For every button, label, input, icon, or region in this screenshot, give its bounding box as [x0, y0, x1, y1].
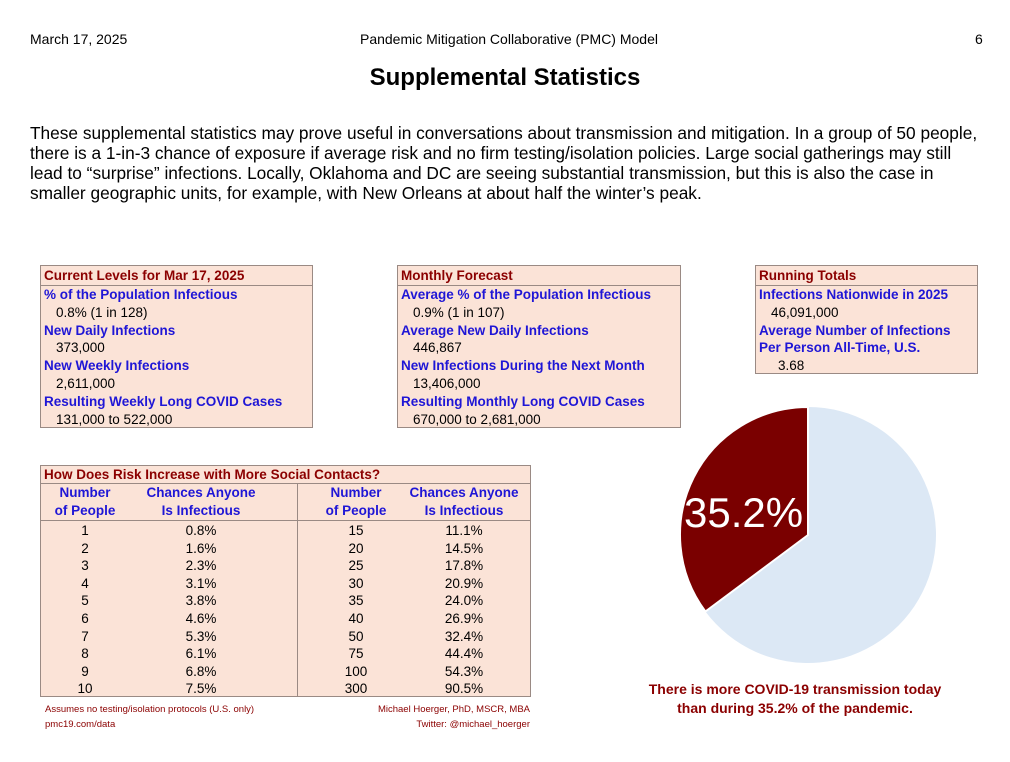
current-levels-box: [40, 265, 313, 428]
risk-table: [40, 465, 531, 697]
running-average-label-2: Per Person All-Time, U.S.: [759, 340, 921, 356]
risk-right-people: 25: [348, 558, 364, 574]
risk-right-chance: 44.4%: [444, 646, 484, 662]
risk-left-chance: 1.6%: [185, 540, 217, 556]
page-number: 6: [975, 31, 983, 47]
monthly-next-value: 13,406,000: [413, 375, 481, 391]
current-longcovid-value: 131,000 to 522,000: [56, 411, 173, 427]
current-levels-title: Current Levels for Mar 17, 2025: [41, 266, 312, 286]
intro-paragraph: These supplemental statistics may prove useful in conversations about transmission and mitigation. In a group of 50 people, there is a 1-in-3 chance of exposure if average risk and no firm testing/isolation policies. Large social gatherings may still lead to “surprise” infections. Locally, Oklahoma and DC are seeing substantial transmission, but this is also the case in smaller geographic units, for example, with New Orleans at about half the winter’s peak.: [30, 123, 978, 203]
report-date: March 17, 2025: [30, 31, 128, 47]
risk-right-chance: 24.0%: [444, 593, 484, 609]
risk-right-people: 40: [348, 611, 364, 626]
risk-left-chance: 5.3%: [185, 628, 217, 644]
col-header-number-right: Number of People: [325, 485, 387, 518]
current-daily-value: 373,000: [56, 340, 105, 356]
monthly-daily-label: Average New Daily Infections: [401, 322, 589, 338]
running-totals-title: Running Totals: [756, 266, 977, 286]
footer-twitter: Twitter: @michael_hoerger: [416, 719, 530, 730]
risk-left-people: 3: [81, 558, 89, 574]
monthly-next-label: New Infections During the Next Month: [401, 358, 645, 374]
pie-caption: [620, 680, 970, 718]
risk-right-people: 75: [348, 646, 364, 662]
risk-right-people: 20: [348, 540, 364, 556]
risk-right-chance: 32.4%: [444, 628, 484, 644]
risk-left-chance: 7.5%: [185, 681, 217, 697]
risk-left-chance: 6.1%: [185, 646, 217, 662]
running-totals-box: [755, 265, 978, 374]
running-average-value: 3.68: [778, 358, 805, 374]
risk-left-people: 1: [81, 523, 89, 538]
risk-left-people: 6: [81, 611, 89, 626]
risk-table-title: How Does Risk Increase with More Social Contacts?: [41, 466, 530, 484]
risk-left-chance: 0.8%: [185, 523, 217, 538]
risk-left-people: 7: [81, 628, 89, 644]
monthly-longcovid-value: 670,000 to 2,681,000: [413, 411, 541, 427]
risk-right-chance: 17.8%: [444, 558, 484, 574]
risk-left-people: 10: [77, 681, 93, 697]
pie-caption-line-2: than during 35.2% of the pandemic.: [677, 700, 913, 716]
risk-left-chance: 3.8%: [185, 593, 217, 609]
risk-right-people: 100: [344, 663, 368, 679]
risk-right-people: 50: [348, 628, 364, 644]
col-header-chance-left: Chances Anyone Is Infectious: [146, 485, 256, 518]
risk-left-people: 8: [81, 646, 89, 662]
current-longcovid-label: Resulting Weekly Long COVID Cases: [44, 393, 283, 409]
current-weekly-value: 2,611,000: [56, 375, 116, 391]
current-daily-label: New Daily Infections: [44, 322, 176, 338]
model-name: Pandemic Mitigation Collaborative (PMC) Model: [359, 31, 658, 47]
risk-left-people: 4: [81, 575, 89, 591]
pie-caption-line-1: There is more COVID-19 transmission today: [648, 681, 942, 697]
risk-left-chance: 2.3%: [185, 558, 217, 574]
risk-right-people: 15: [348, 523, 364, 538]
col-header-chance-right: Chances Anyone Is Infectious: [409, 485, 519, 518]
page-title: Supplemental Statistics: [369, 64, 641, 91]
running-average-label: Average Number of Infections: [759, 322, 951, 338]
footer-author: Michael Hoerger, PhD, MSCR, MBA: [377, 704, 530, 715]
monthly-daily-value: 446,867: [413, 340, 462, 356]
monthly-longcovid-label: Resulting Monthly Long COVID Cases: [401, 393, 645, 409]
risk-right-people: 35: [348, 593, 364, 609]
risk-right-people: 30: [348, 575, 364, 591]
risk-right-chance: 54.3%: [444, 663, 484, 679]
col-header-number-left: Number of People: [54, 485, 116, 518]
risk-left-people: 2: [81, 540, 89, 556]
risk-right-chance: 11.1%: [445, 523, 483, 538]
risk-left-chance: 6.8%: [185, 663, 217, 679]
risk-left-people: 9: [81, 663, 89, 679]
risk-right-chance: 26.9%: [444, 611, 484, 626]
current-pct-label: % of the Population Infectious: [44, 287, 238, 302]
running-infections-label: Infections Nationwide in 2025: [759, 287, 949, 302]
risk-left-chance: 4.6%: [185, 611, 217, 626]
monthly-pct-label: Average % of the Population Infectious: [401, 287, 652, 302]
risk-right-chance: 90.5%: [444, 681, 484, 697]
risk-left-chance: 3.1%: [185, 575, 217, 591]
risk-left-people: 5: [81, 593, 89, 609]
footer-site: pmc19.com/data: [45, 719, 116, 730]
running-infections-value: 46,091,000: [771, 304, 839, 320]
monthly-pct-value: 0.9% (1 in 107): [413, 304, 505, 320]
current-pct-value: 0.8% (1 in 128): [56, 304, 148, 320]
monthly-forecast-title: Monthly Forecast: [398, 266, 680, 286]
current-weekly-label: New Weekly Infections: [44, 358, 190, 374]
footer-note: Assumes no testing/isolation protocols (U.S. only): [45, 704, 255, 715]
pie-percent-label: 35.2%: [684, 489, 804, 536]
risk-right-chance: 20.9%: [444, 575, 484, 591]
monthly-forecast-box: [397, 265, 681, 428]
risk-right-people: 300: [344, 681, 368, 697]
risk-right-chance: 14.5%: [444, 540, 484, 556]
